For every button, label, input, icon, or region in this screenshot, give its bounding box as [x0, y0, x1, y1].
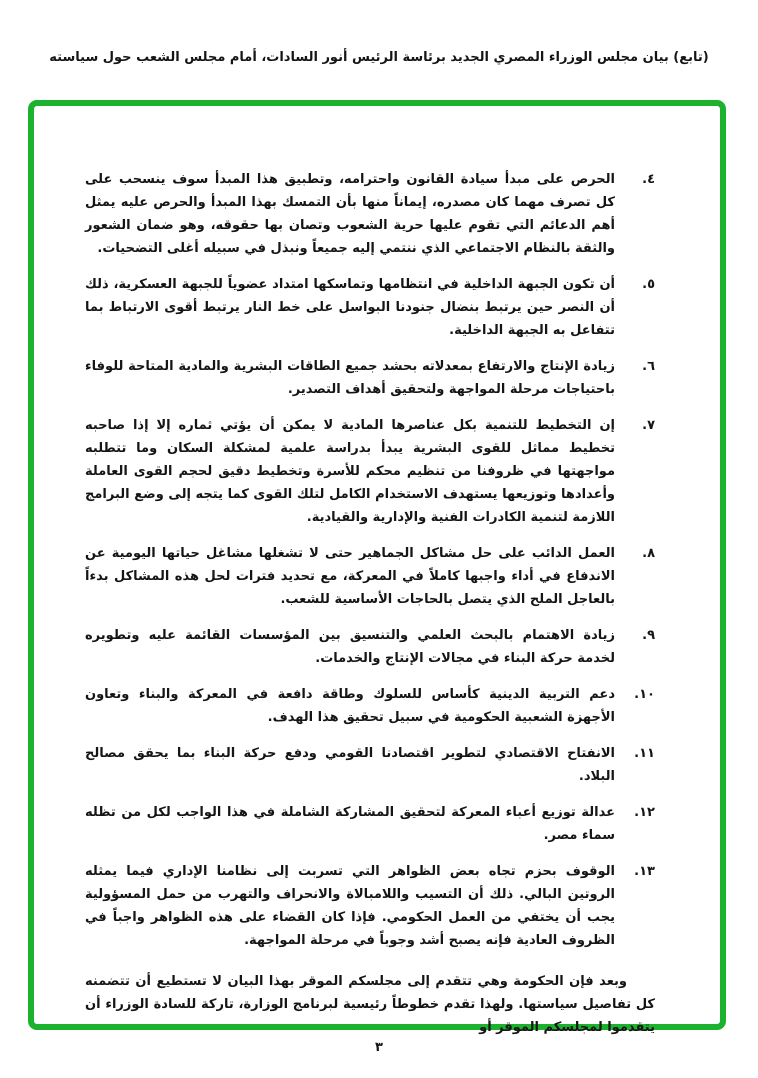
- item-number: ٥.: [642, 277, 655, 292]
- list-item-10: [85, 683, 655, 729]
- item-text: إن التخطيط للتنمية بكل عناصرها المادية لا يمكن أن يؤتي ثماره إلا إذا صاحبه تخطيط مماثل للقوى البشرية يبدأ بدراسة علمية لمشكلة السكان وما تتطلبه مواجهتها في ظروفنا من تنظيم محكم للأسرة وتخطيط دقيق لحجم القوى العاملة وأعدادها وتوزيعها يستهدف الاستخدام الكامل لتلك القوى كما يتجه إلى وضع البرامج اللازمة لتنمية الكادرات الفنية والإدارية والقيادية.: [85, 418, 615, 525]
- item-number: ١٠.: [634, 687, 655, 702]
- list-item-12: [85, 801, 655, 847]
- item-text: الوقوف بحزم تجاه بعض الظواهر التي تسربت إلى نظامنا الإداري فيما يمثله الروتين البالي. ذلك أن التسيب واللامبالاة والانحراف والتهرب من حمل المسؤولية يجب أن يختفي من العمل الحكومي. فإذا كان القضاء على هذه الظواهر واجباً في الظروف العادية فإنه يصبح أشد وجوباً في مرحلة المواجهة.: [85, 864, 615, 948]
- item-text: زيادة الإنتاج والارتفاع بمعدلاته بحشد جميع الطاقات البشرية والمادية المتاحة للوفاء باحتياجات مرحلة المواجهة ولتحقيق أهداف التصدير.: [85, 359, 615, 397]
- item-text: الحرص على مبدأ سيادة القانون واحترامه، وتطبيق هذا المبدأ سوف ينسحب على كل تصرف مهما كان مصدره، إيماناً منها بأن التمسك بهذا المبدأ والحرص عليه يمثل أهم الدعائم التي تقوم عليها حرية الشعوب وتصان بها حقوقه، وهو ضمان الشعور والثقة بالنظام الاجتماعي الذي ننتمي إليه جميعاً ونبذل في سبيله أغلى التضحيات.: [85, 172, 615, 256]
- statement-items-list: [85, 168, 655, 1039]
- list-item-9: [85, 624, 655, 670]
- list-item-11: [85, 742, 655, 788]
- item-text: الانفتاح الاقتصادي لتطوير اقتصادنا القومي ودفع حركة البناء بما يحقق مصالح البلاد.: [85, 746, 615, 784]
- closing-paragraph: وبعد فإن الحكومة وهي تتقدم إلى مجلسكم الموقر بهذا البيان لا تستطيع أن تتضمنه كل تفاصيل سياستها. ولهذا تقدم خطوطاً رئيسية لبرنامج الوزارة، تاركة للسادة الوزراء أن يتقدموا لمجلسكم الموقر أو: [85, 974, 655, 1035]
- list-item-8: [85, 542, 655, 611]
- list-item-4: [85, 168, 655, 260]
- item-number: ٧.: [642, 418, 655, 433]
- item-text: عدالة توزيع أعباء المعركة لتحقيق المشاركة الشاملة في هذا الواجب لكل من تظله سماء مصر.: [85, 805, 615, 843]
- item-number: ١١.: [634, 746, 655, 761]
- document-header-title: (تابع) بيان مجلس الوزراء المصري الجديد برئاسة الرئيس أنور السادات، أمام مجلس الشعب حول سياسته: [49, 50, 709, 65]
- item-number: ٤.: [642, 172, 655, 187]
- item-text: أن تكون الجبهة الداخلية في انتظامها وتماسكها امتداد عضوياً للجبهة العسكرية، ذلك أن النصر حين يرتبط بنضال جنودنا البواسل على خط النار يرتبط أقوى الارتباط بما تتفاعل به الجبهة الداخلية.: [85, 277, 615, 338]
- item-text: زيادة الاهتمام بالبحث العلمي والتنسيق بين المؤسسات القائمة عليه وتطويره لخدمة حركة البناء في مجالات الإنتاج والخدمات.: [85, 628, 615, 666]
- item-number: ١٢.: [634, 805, 655, 820]
- list-item-5: [85, 273, 655, 342]
- item-text: العمل الدائب على حل مشاكل الجماهير حتى لا تشغلها مشاغل حياتها اليومية عن الاندفاع في أداء واجبها كاملاً في المعركة، مع تحديد فترات لحل هذه المشاكل بدءاً بالعاجل الملح الذي يتصل بالحاجات الأساسية للشعب.: [85, 546, 615, 607]
- list-item-7: [85, 414, 655, 529]
- item-text: دعم التربية الدينية كأساس للسلوك وطاقة دافعة في المعركة والبناء وتعاون الأجهزة الشعبية الحكومية في سبيل تحقيق هذا الهدف.: [85, 687, 615, 725]
- page-number: ٣: [375, 1040, 383, 1055]
- item-number: ٩.: [642, 628, 655, 643]
- list-item-6: [85, 355, 655, 401]
- item-number: ٦.: [642, 359, 655, 374]
- list-item-13: [85, 860, 655, 952]
- item-number: ٨.: [642, 546, 655, 561]
- green-border-box: [28, 100, 726, 1035]
- item-number: ١٣.: [634, 864, 655, 879]
